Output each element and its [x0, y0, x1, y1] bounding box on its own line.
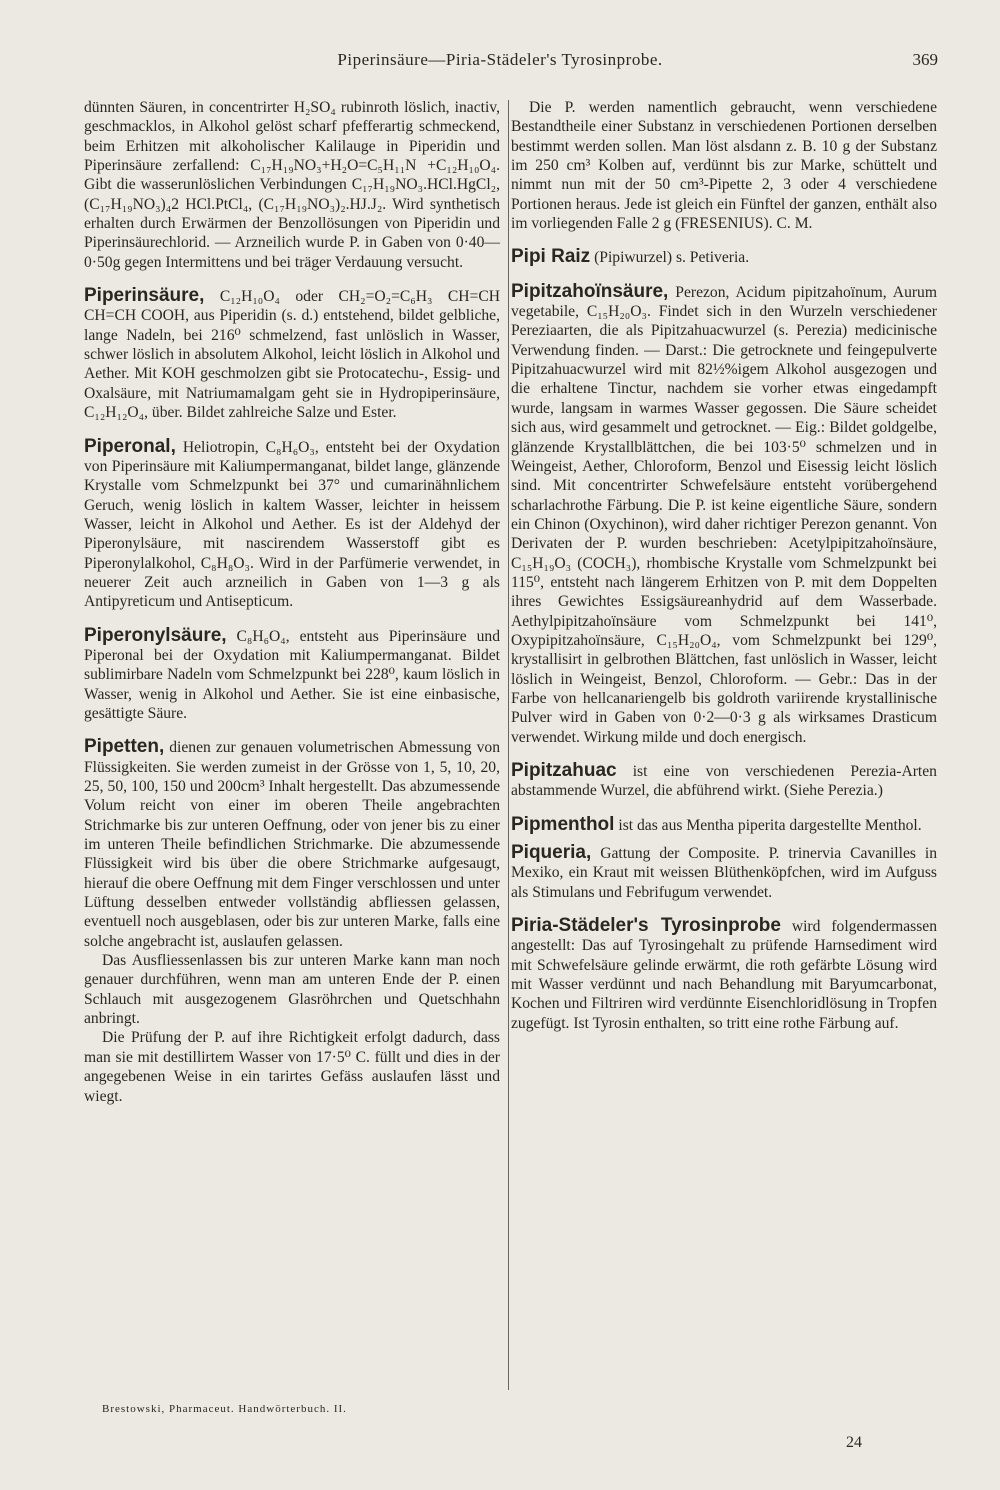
lemma-piria-staedeler: Piria-Städeler's Tyrosinprobe: [511, 915, 781, 937]
entry-paragraph: Die Prüfung der P. auf ihre Richtigkeit erfolgt dadurch, dass man sie mit destillirtem Wasser von 17·5⁰ C. füllt und dies in der angegebenen Weise in ein tarirtes Gefäss auslaufen lässt und wiegt.: [84, 1029, 500, 1105]
signature-mark: 24: [846, 1434, 862, 1451]
lemma-pipi-raiz: Pipi Raiz: [511, 246, 591, 268]
running-title: Piperinsäure—Piria-Städeler's Tyrosinprobe.: [337, 50, 663, 69]
entry-piperin-continuation: [84, 98, 500, 272]
column-divider: [508, 100, 509, 1390]
lemma-pipetten: Pipetten,: [84, 736, 165, 758]
lemma-piperinsaeure: Piperinsäure,: [84, 285, 205, 307]
left-column: [84, 98, 500, 1106]
page-number: 369: [912, 50, 938, 69]
footer-imprint: Brestowski, Pharmaceut. Handwörterbuch. II.: [102, 1403, 347, 1415]
entry-text: C₈H₆O₄, entsteht aus Piperinsäure und Piperonal bei der Oxydation mit Kaliumpermanganat. Bildet sublimirbare Nadeln vom Schmelzpunkt bei 228⁰, kaum löslich in Wasser, wenig in Alkohol und Aether. Sie ist eine einbasische, gesättigte Säure.: [84, 627, 500, 722]
entry-text: dünnten Säuren, in concentrirter H₂SO₄ rubinroth löslich, inactiv, geschmacklos, in Alkohol gelöst scharf pfefferartig schmeckend, beim Erhitzen mit alkoholischer Kalilauge in Piperidin und Piperinsäure zerfallend: C₁₇H₁₉NO₃+H₂O=C₅H₁₁N +C₁₂H₁₀O₄. Gibt die wasserunlöslichen Verbindungen C₁₇H₁₉NO₃.HCl.HgCl₂, (C₁₇H₁₉NO₃)₄2 HCl.PtCl₄, (C₁₇H₁₉NO₃)₂.HJ.J₂. Wird synthetisch erhalten durch Erwärmen der Benzollösungen von Piperidin und Piperinsäurechlorid. — Arzneilich wurde P. in Gaben von 0·40—0·50g gegen Intermittens und bei träger Verdauung versucht.: [84, 99, 500, 271]
entry-pipetten-continuation: [511, 98, 937, 233]
entry-pipmenthol: [511, 815, 937, 835]
lemma-pipitzahuac: Pipitzahuac: [511, 760, 617, 781]
lemma-piperonal: Piperonal,: [84, 435, 176, 457]
entry-text: wird folgendermassen angestellt: Das auf Tyrosingehalt zu prüfende Harnsediment wird mit Schwefelsäure gelinde erwärmt, die roth gefärbte Lösung wird mit Wasser verdünnt und nach Behandlung mit Baryumcarbonat, Kochen und Filtriren wird verdünnte Eisenchloridlösung in Tropfen zugefügt. Ist Tyrosin enthalten, so tritt eine rothe Färbung auf.: [511, 918, 937, 1032]
entry-text: ist das aus Mentha piperita dargestellte Menthol.: [618, 816, 922, 834]
entry-pipetten: [84, 737, 500, 1106]
entry-piria-staedeler: [511, 916, 937, 1033]
entry-text: Heliotropin, C₈H₆O₃, entsteht bei der Oxydation von Piperinsäure mit Kaliumpermanganat, bildet lange, glänzende Krystalle vom Schmelzpunkt bei 37° und cumarinähnlichem Geruch, wenig löslich in kaltem Wasser, leichter in heissem Wasser, leicht in Alkohol und Aether. Es ist der Aldehyd der Piperonylsäure, mit nascirendem Wasserstoff gibt es Piperonylalkohol, C₈H₈O₃. Wird in der Parfümerie verwendet, in neuerer Zeit auch arzneilich in Gaben von 1—3 g als Antipyreticum und Antisepticum.: [84, 438, 500, 611]
lemma-piperonylsaeure: Piperonylsäure,: [84, 624, 227, 646]
entry-pipi-raiz: [511, 247, 937, 267]
right-column: [511, 98, 937, 1033]
entry-piperonal: [84, 437, 500, 612]
entry-text: Gattung der Composite. P. trinervia Cavanilles in Mexiko, ein Kraut mit weissen Blüthenköpfchen, wird im Aufguss als Stimulans und Febrifugum verwendet.: [511, 845, 937, 901]
lemma-piqueria: Piqueria,: [511, 842, 592, 864]
lemma-pipitzahoinsaeure: Pipitzahoïnsäure,: [511, 280, 669, 302]
entry-piqueria: [511, 843, 937, 902]
entry-text: Perezon, Acidum pipitzahoïnum, Aurum vegetabile, C₁₅H₂₀O₃. Findet sich in den Wurzeln verschiedener Pereziaarten, die als Pipitzahuacwurzel (s. Perezia) medicinische Verwendung finden. — Darst.: Die getrocknete und feingepulverte Pipitzahuacwurzel wird mit 82½%igem Alkohol ausgezogen und die erhaltene Tinctur, nachdem sie vorher etwas eingedampft wurde, langsam in warmes Wasser gegossen. Die Säure scheidet sich aus, wird gesammelt und getrocknet. — Eig.: Bildet goldgelbe, glänzende Krystallblättchen, die bei 103·5⁰ schmelzen und in Weingeist, Aether, Chloroform, Benzol und Eisessig leicht löslich sind. Mit concentrirter Schwefelsäure entsteht vorübergehend scharlachrothe Färbung. Die P. ist keine eigentliche Säure, sondern ein Chinon (Oxychinon), wird daher richtiger Perezon genannt. Von Derivaten der P. wurden beschrieben: Acetylpipitzahoïnsäure, C₁₅H₁₉O₃ (COCH₃), rhombische Krystalle vom Schmelzpunkt bei 115⁰, entsteht nach längerem Erhitzen von P. mit dem Doppelten ihres Gewichtes Essigsäureanhydrid auf dem Wasserbade. Aethylpipitzahoïnsäure vom Schmelzpunkt bei 141⁰, Oxypipitzahoïnsäure, C₁₅H₂₀O₄, vom Schmelzpunkt bei 129⁰, krystallisirt in gelbrothen Blättchen, fast unlöslich in Wasser, leicht löslich in Weingeist, Benzol, Chloroform. — Gebr.: Das in der Farbe von hellcanariengelb bis goldroth variirende krystallinische Pulver wird in Gaben von 0·2—0·3 g als wirksames Drasticum verwendet. Wirkung milde und doch energisch.: [511, 283, 937, 746]
entry-text: (Pipiwurzel) s. Petiveria.: [594, 249, 750, 267]
entry-pipitzahuac: [511, 761, 937, 801]
entry-text: Die P. werden namentlich gebraucht, wenn verschiedene Bestandtheile einer Substanz in verschiedenen Portionen derselben bestimmt werden sollen. Man löst alsdann z. B. 10 g der Substanz im 250 cm³ Kolben auf, verdünnt bis zur Marke, schüttelt und nimmt nun mit der 50 cm³-Pipette 2, 3 oder 4 verschiedene Portionen heraus. Jede ist gleich ein Fünftel der ganzen, enthält also im vorliegenden Falle 2 g (FRESENIUS). C. M.: [511, 99, 937, 233]
entry-paragraph: Das Ausfliessenlassen bis zur unteren Marke kann man noch genauer durchführen, wenn man am unteren Ende der P. einen Schlauch mit ausgezogenem Glasröhrchen und Quetschhahn anbringt.: [84, 952, 500, 1028]
entry-piperonylsaeure: [84, 626, 500, 724]
lemma-pipmenthol: Pipmenthol: [511, 813, 615, 835]
entry-pipitzahoinsaeure: [511, 282, 937, 747]
entry-text: ist eine von verschiedenen Perezia-Arten abstammende Wurzel, die abführend wirkt. (Siehe Perezia.): [511, 763, 937, 800]
entry-text: dienen zur genauen volumetrischen Abmessung von Flüssigkeiten. Sie werden zumeist in der Grösse von 1, 5, 10, 20, 25, 50, 100, 150 und 200cm³ Inhalt hergestellt. Das abzumessende Volum reicht von einer im oberen Theile angebrachten Strichmarke bis zur unteren Oeffnung, oder von jener bis zu einer im unteren Theile befindlichen Strichmarke. Die abzumessende Flüssigkeit wird bis über die obere Strichmarke aufgesaugt, hierauf die obere Oeffnung mit dem Finger verschlossen und unter Lüftung desselben entweder vollständig abfliessen gelassen, eventuell noch ausgeblasen, oder bis zur unteren Marke, falls eine solche angebracht ist, auslaufen gelassen.: [84, 739, 500, 950]
entry-piperinsaeure: [84, 286, 500, 422]
entry-text: C₁₂H₁₀O₄ oder CH₂=O₂=C₆H₃ CH=CH CH=CH COOH, aus Piperidin (s. d.) entstehend, bildet gelbliche, lange Nadeln, bei 216⁰ schmelzend, fast unlöslich in Wasser, schwer löslich in absolutem Alkohol, leicht löslich in Alkohol und Aether. Mit KOH geschmolzen gibt sie Protocatechu-, Essig- und Oxalsäure, mit Natriumamalgam geht sie in Hydropiperinsäure, C₁₂H₁₂O₄, über. Bildet zahlreiche Salze und Ester.: [84, 288, 500, 422]
